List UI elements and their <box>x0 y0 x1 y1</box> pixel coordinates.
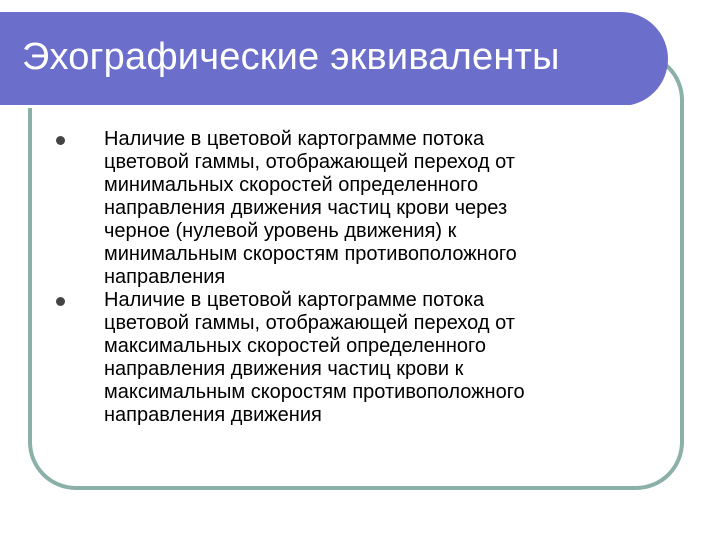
bullet-dot-icon <box>56 297 65 306</box>
bullet-item <box>52 289 632 427</box>
title-underline <box>0 105 640 108</box>
bullet-dot-icon <box>56 136 65 145</box>
bullet-text: Наличие в цветовой картограмме потока цветовой гаммы, отображающей переход от минимальных скоростей определенного направления движения частиц крови через черное (нулевой уровень движения) к минимальным скоростям противоположного направления <box>104 128 517 288</box>
slide-title: Эхографические эквиваленты <box>22 36 560 78</box>
bullet-list <box>52 128 632 427</box>
bullet-item <box>52 128 632 289</box>
bullet-text: Наличие в цветовой картограмме потока цветовой гаммы, отображающей переход от максимальных скоростей определенного направления движения частиц крови к максимальным скоростям противоположного направления движения <box>104 289 525 426</box>
title-bar <box>0 12 668 106</box>
